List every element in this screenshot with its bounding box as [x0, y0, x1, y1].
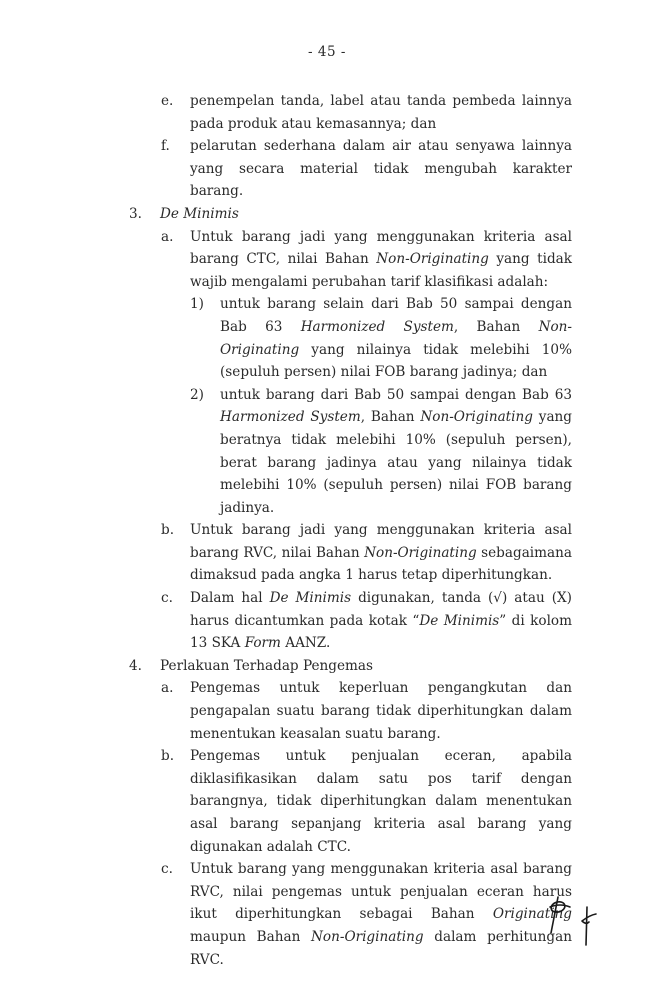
initial-stroke-3	[550, 905, 570, 907]
section-3-item-a-2	[0, 384, 654, 520]
section-number: 4.	[129, 657, 142, 674]
list-item-text: pelarutan sederhana dalam air atau senyawa lainnya yang secara material tidak mengubah karakter barang.	[190, 138, 572, 200]
section-4-item-b	[0, 745, 654, 858]
section-3-item-c	[0, 587, 654, 655]
section-3-item-a-1	[0, 293, 654, 383]
list-item-text: Pengemas untuk penjualan eceran, apabila diklasifikasikan dalam satu pos tarif dengan barangnya, tidak diperhitungkan dalam menentukan asal barang sepanjang kriteria asal barang yang digunakan adalah CTC.	[190, 748, 572, 855]
list-item-f	[0, 135, 654, 203]
section-title: Perlakuan Terhadap Pengemas	[160, 657, 373, 674]
section-3-item-a	[0, 226, 654, 294]
section-title: De Minimis	[160, 205, 239, 222]
list-marker: a.	[161, 680, 174, 697]
section-4-heading	[0, 655, 654, 678]
list-marker: a.	[161, 228, 174, 245]
section-4-item-a	[0, 677, 654, 745]
list-item-text: Pengemas untuk keperluan pengangkutan dan pengapalan suatu barang tidak diperhitungkan dalam menentukan keasalan suatu barang.	[190, 680, 572, 742]
list-marker: c.	[161, 861, 173, 878]
section-3-heading	[0, 203, 654, 226]
list-marker: b.	[161, 522, 175, 539]
list-item-text: penempelan tanda, label atau tanda pembeda lainnya pada produk atau kemasannya; dan	[190, 93, 572, 132]
section-number: 3.	[129, 205, 142, 222]
list-item-e	[0, 90, 654, 135]
list-item-text: untuk barang selain dari Bab 50 sampai dengan Bab 63 Harmonized System, Bahan Non-Originating yang nilainya tidak melebihi 10% (sepuluh persen) nilai FOB barang jadinya; dan	[220, 296, 572, 381]
initial-stroke-5	[582, 914, 596, 923]
list-marker: 2)	[190, 386, 204, 403]
document-body	[0, 90, 654, 971]
list-item-text: Untuk barang yang menggunakan kriteria asal barang RVC, nilai pengemas untuk penjualan eceran harus ikut diperhitungkan sebagai Bahan Originating maupun Bahan Non-Originating dalam perhitungan RVC.	[190, 861, 572, 968]
list-item-text: Untuk barang jadi yang menggunakan kriteria asal barang RVC, nilai Bahan Non-Originating sebagaimana dimaksud pada angka 1 harus tetap diperhitungkan.	[190, 522, 572, 584]
list-marker: f.	[161, 138, 170, 155]
list-marker: e.	[161, 93, 174, 109]
initial-stroke-4	[586, 907, 587, 945]
list-marker: b.	[161, 748, 175, 765]
section-3-item-b	[0, 519, 654, 587]
list-marker: 1)	[190, 296, 204, 313]
page-number: - 45 -	[308, 44, 346, 60]
list-item-text: Dalam hal De Minimis digunakan, tanda (√) atau (X) harus dicantumkan pada kotak “De Minimis” di kolom 13 SKA Form AANZ.	[190, 590, 572, 652]
list-item-text: untuk barang dari Bab 50 sampai dengan Bab 63 Harmonized System, Bahan Non-Originating yang beratnya tidak melebihi 10% (sepuluh persen), berat barang jadinya atau yang nilainya tidak melebihi 10% (sepuluh persen) nilai FOB barang jadinya.	[220, 386, 572, 516]
list-item-text: Untuk barang jadi yang menggunakan kriteria asal barang CTC, nilai Bahan Non-Originating yang tidak wajib mengalami perubahan tarif klasifikasi adalah:	[190, 228, 572, 290]
signature-initials-icon	[540, 895, 620, 955]
list-marker: c.	[161, 590, 173, 607]
